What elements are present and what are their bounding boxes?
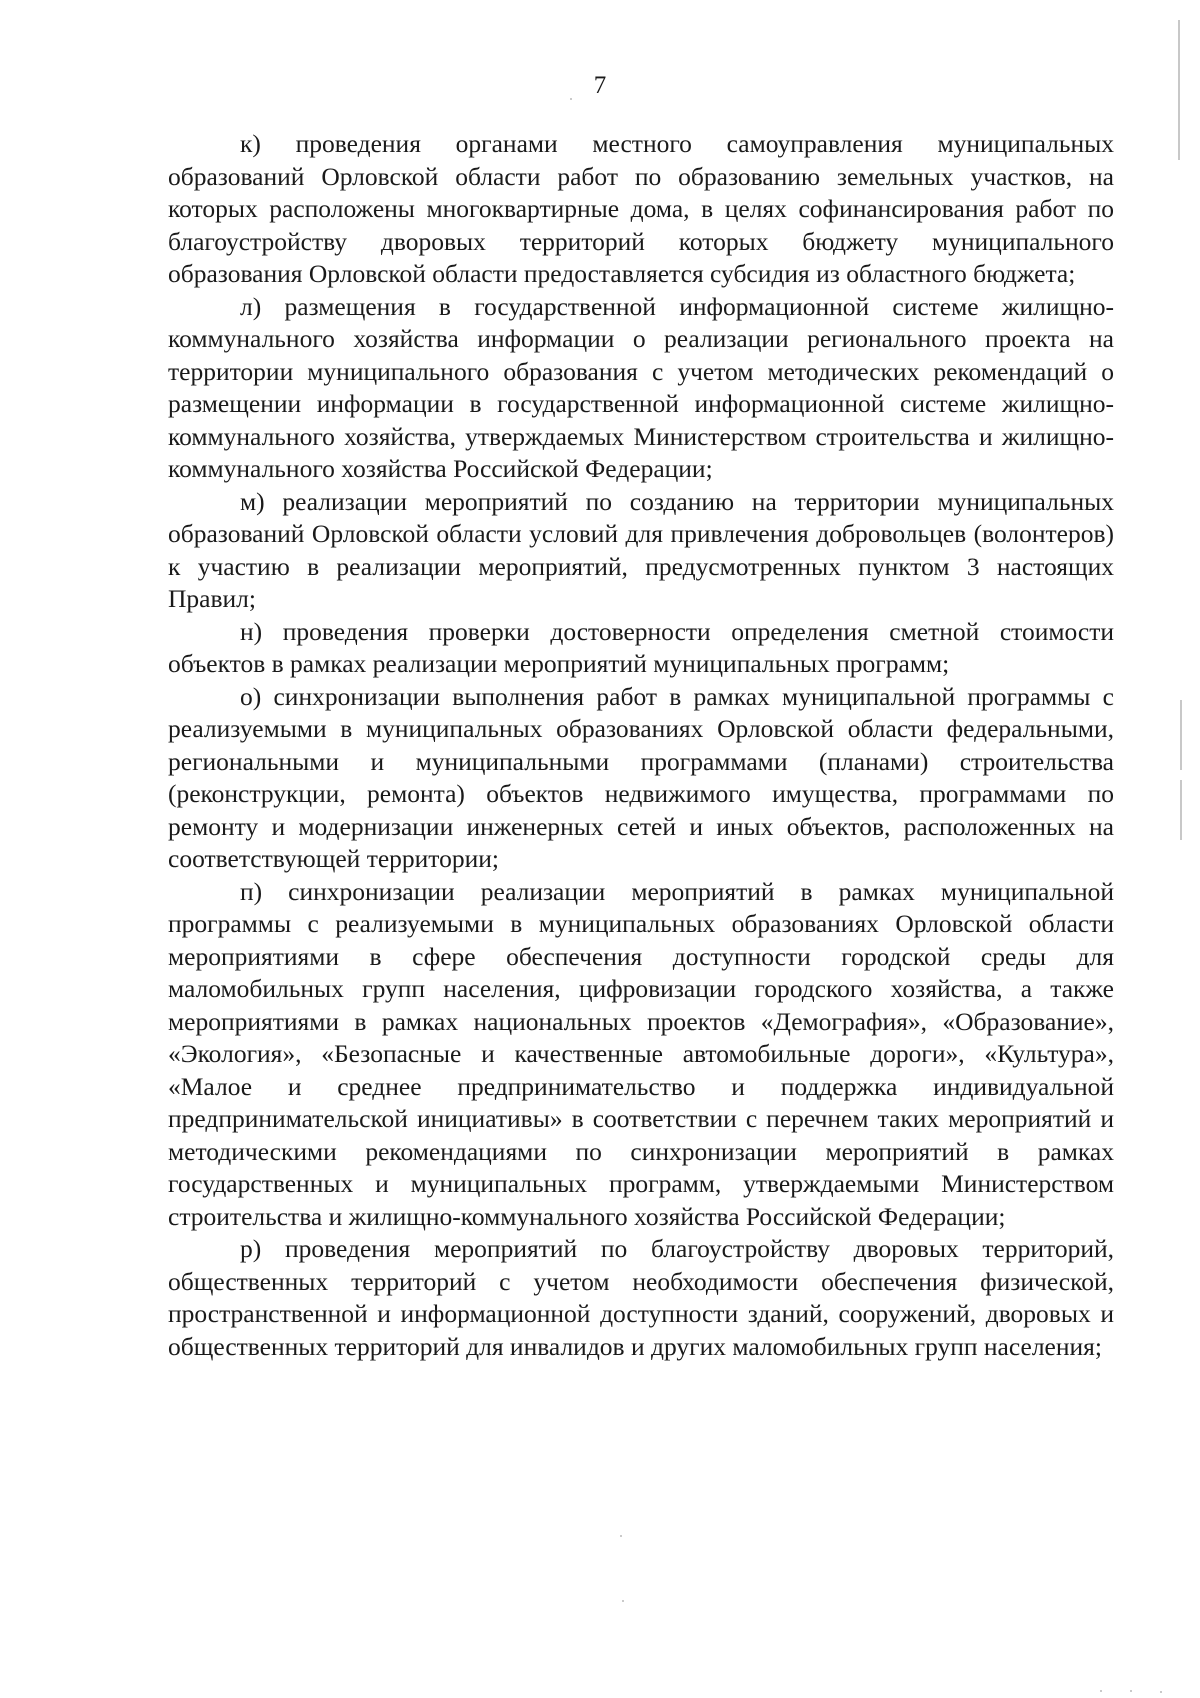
scan-artifact-dot: [1160, 1691, 1162, 1693]
paragraph-l: л) размещения в государственной информационной системе жилищно-коммунального хозяйства информации о реализации регионального проекта на территории муниципального образования с учетом методических рекомендаций о размещении информации в государственной информационной системе жилищно-коммунального хозяйства, утверждаемых Министерством строительства и жилищно-коммунального хозяйства Российской Федерации;: [168, 291, 1114, 483]
scan-artifact-dot: [1130, 1690, 1132, 1692]
scan-artifact-dot: [570, 98, 572, 100]
scan-artifact-dot: [1100, 1690, 1102, 1692]
paragraph-p: п) синхронизации реализации мероприятий в рамках муниципальной программы с реализуемыми в муниципальных образованиях Орловской области мероприятиями в сфере обеспечения доступности городской среды для маломобильных групп населения, цифровизации городского хозяйства, а также мероприятиями в рамках национальных проектов «Демография», «Образование», «Экология», «Безопасные и качественные автомобильные дороги», «Культура», «Малое и среднее предпринимательство и поддержка индивидуальной предпринимательской инициативы» в соответствии с перечнем таких мероприятий и методическими рекомендациями по синхронизации мероприятий в рамках государственных и муниципальных программ, утверждаемыми Министерством строительства и жилищно-коммунального хозяйства Российской Федерации;: [168, 876, 1114, 1231]
scan-artifact-dot: [622, 1600, 624, 1602]
scan-artifact-dot: [620, 1535, 622, 1537]
paragraph-m: м) реализации мероприятий по созданию на территории муниципальных образований Орловской области условий для привлечения добровольцев (волонтеров) к участию в реализации мероприятий, предусмотренных пунктом 3 настоящих Правил;: [168, 486, 1114, 613]
page-number: 7: [593, 72, 607, 99]
paragraph-r: р) проведения мероприятий по благоустройству дворовых территорий, общественных территорий с учетом необходимости обеспечения физической, пространственной и информационной доступности зданий, сооружений, дворовых и общественных территорий для инвалидов и других маломобильных групп населения;: [168, 1234, 1114, 1361]
scan-artifact-line: [1180, 700, 1182, 770]
document-body: [168, 128, 1114, 1363]
paragraph-k: к) проведения органами местного самоуправления муниципальных образований Орловской области работ по образованию земельных участков, на которых расположены многоквартирные дома, в целях софинансирования работ по благоустройству дворовых территорий которых бюджету муниципального образования Орловской области предоставляется субсидия из областного бюджета;: [168, 129, 1114, 288]
paragraph-n: н) проведения проверки достоверности определения сметной стоимости объектов в рамках реализации мероприятий муниципальных программ;: [168, 616, 1114, 678]
scan-artifact-line: [1180, 780, 1182, 840]
scan-artifact-line: [1178, 20, 1180, 160]
paragraph-o: о) синхронизации выполнения работ в рамках муниципальной программы с реализуемыми в муниципальных образованиях Орловской области федеральными, региональными и муниципальными программами (планами) строительства (реконструкции, ремонта) объектов недвижимого имущества, программами по ремонту и модернизации инженерных сетей и иных объектов, расположенных на соответствующей территории;: [168, 681, 1114, 873]
